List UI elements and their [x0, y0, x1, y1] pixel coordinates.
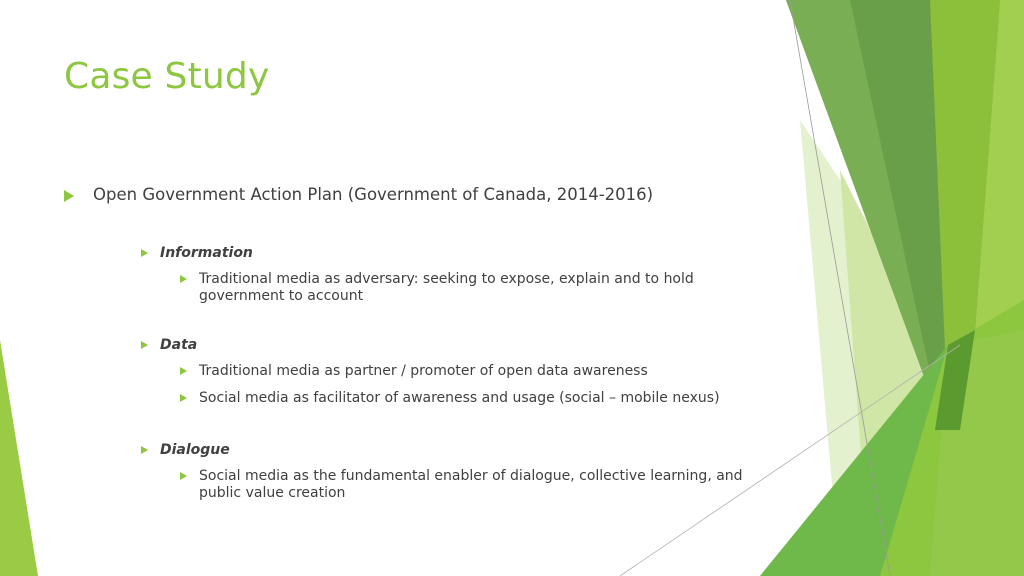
dialogue-item-text: Social media as the fundamental enabler of dialogue, collective learning, and public value creation [199, 468, 743, 501]
bullet-arrow-icon [141, 341, 148, 349]
heading-information-text: Information [160, 245, 253, 261]
bullet-arrow-icon [141, 446, 148, 454]
slide-title: Case Study [64, 56, 270, 97]
data-item-1-text: Traditional media as partner / promoter of open data awareness [199, 363, 648, 379]
heading-data-text: Data [160, 337, 198, 353]
bullet-arrow-icon [180, 275, 187, 283]
bullet-arrow-icon [180, 367, 187, 375]
left-edge-facet [0, 340, 38, 576]
data-item-2-text: Social media as facilitator of awareness and usage (social – mobile nexus) [199, 390, 720, 406]
bullet-arrow-icon [180, 394, 187, 402]
bullet-arrow-icon [141, 249, 148, 257]
bullet-arrow-icon [180, 472, 187, 480]
heading-dialogue-text: Dialogue [160, 442, 230, 458]
bullet-arrow-icon [64, 190, 74, 202]
main-bullet-text: Open Government Action Plan (Government of Canada, 2014-2016) [93, 185, 654, 204]
information-item-text: Traditional media as adversary: seeking to expose, explain and to hold government to account [199, 271, 694, 304]
